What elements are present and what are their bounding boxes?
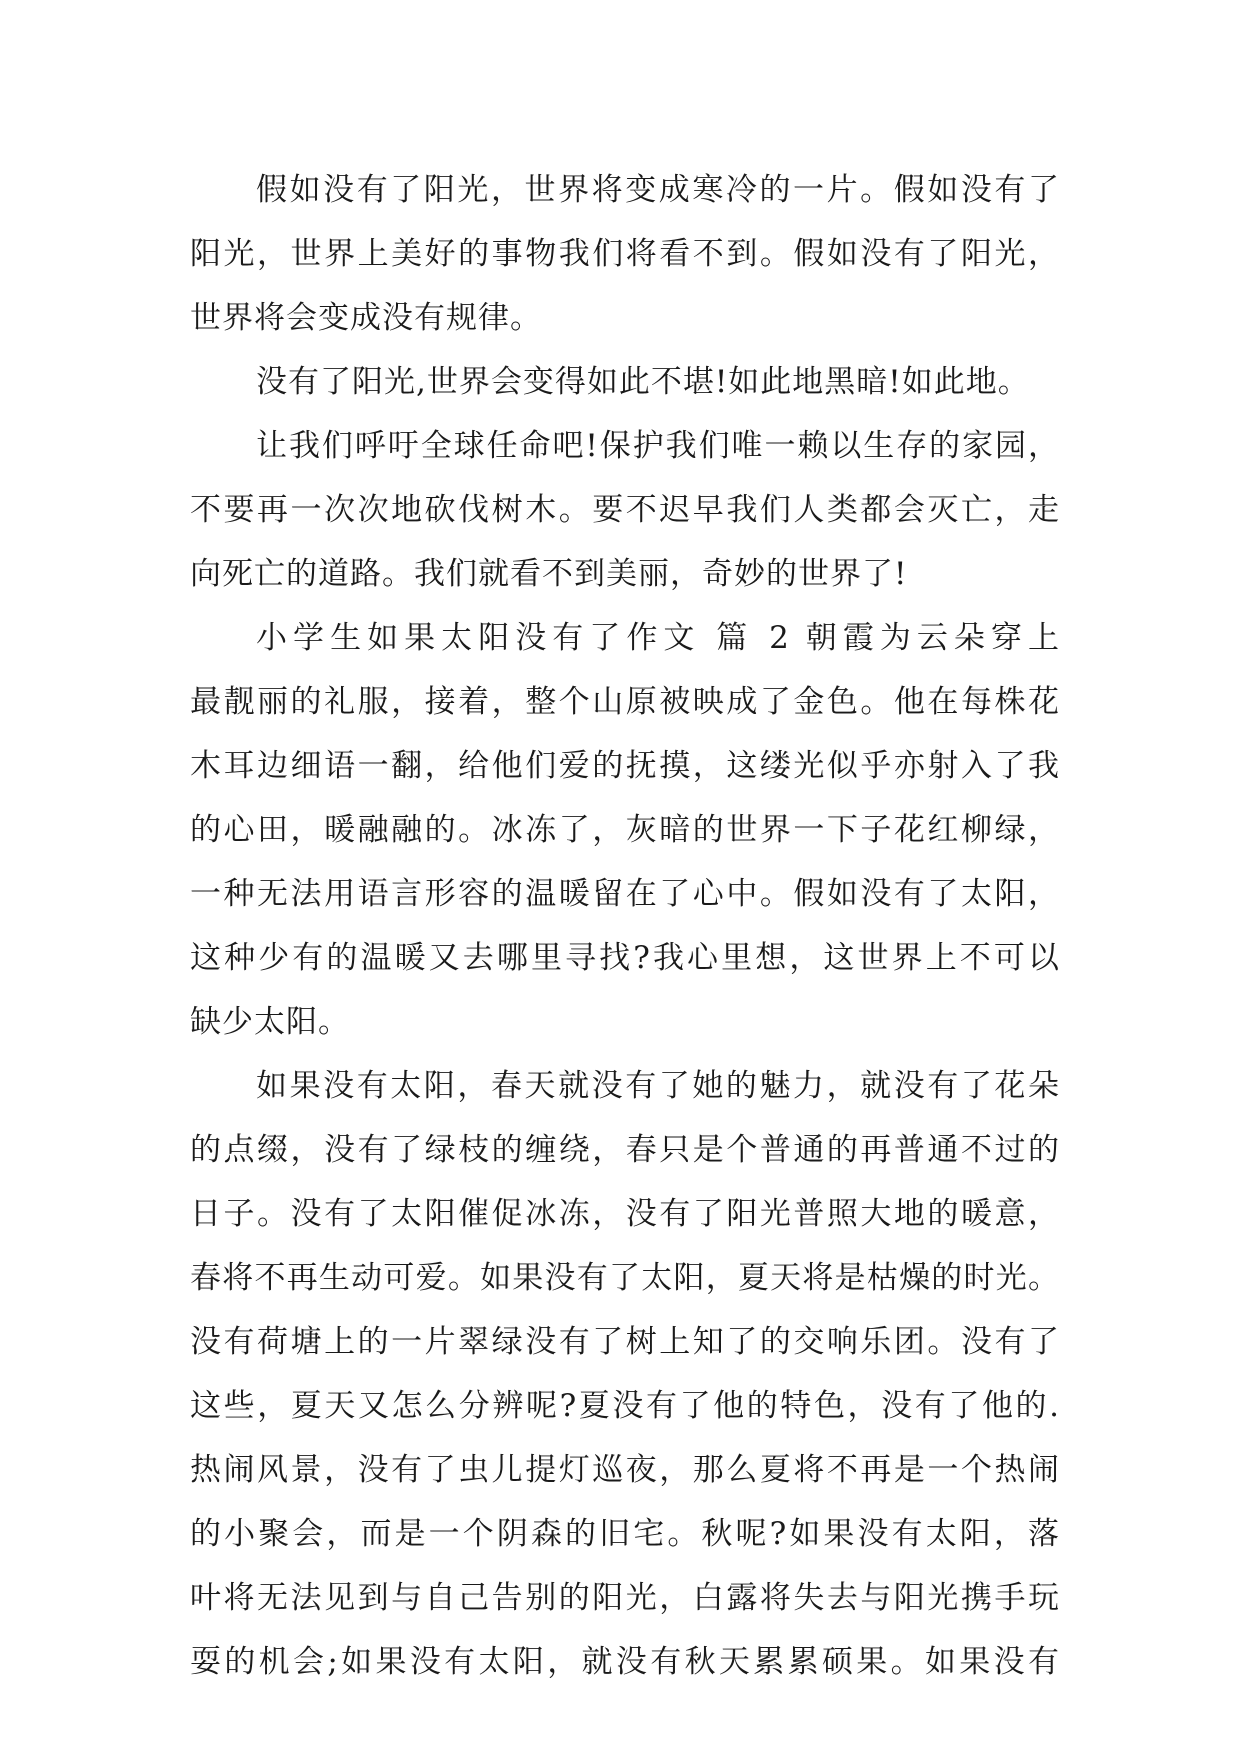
text-line: 这种少有的温暖又去哪里寻找?我心里想，这世界上不可以 [190,940,1060,976]
text-line: 没有了阳光,世界会变得如此不堪!如此地黑暗!如此地。 [256,364,1030,400]
text-line: 热闹风景，没有了虫儿提灯巡夜，那么夏将不再是一个热闹 [190,1452,1060,1488]
text-line: 最靓丽的礼服，接着，整个山原被映成了金色。他在每株花 [190,684,1060,720]
document-body [190,158,1060,1694]
text-line: 的小聚会，而是一个阴森的旧宅。秋呢?如果没有太阳，落 [190,1516,1060,1552]
text-line: 小学生如果太阳没有了作文 篇 2 朝霞为云朵穿上 [256,620,1060,656]
text-line: 的点缀，没有了绿枝的缠绕，春只是个普通的再普通不过的 [190,1132,1060,1168]
text-line: 一种无法用语言形容的温暖留在了心中。假如没有了太阳， [190,876,1060,912]
text-line: 木耳边细语一翻，给他们爱的抚摸，这缕光似乎亦射入了我 [190,748,1060,784]
text-line: 不要再一次次地砍伐树木。要不迟早我们人类都会灭亡，走 [190,492,1060,528]
text-line: 耍的机会;如果没有太阳，就没有秋天累累硕果。如果没有 [190,1644,1060,1680]
text-line: 让我们呼吁全球任命吧!保护我们唯一赖以生存的家园， [256,428,1060,464]
text-line: 如果没有太阳，春天就没有了她的魅力，就没有了花朵 [256,1068,1060,1104]
text-line: 这些，夏天又怎么分辨呢?夏没有了他的特色，没有了他的. [190,1388,1060,1424]
text-line: 叶将无法见到与自己告别的阳光，白露将失去与阳光携手玩 [190,1580,1060,1616]
text-line: 没有荷塘上的一片翠绿没有了树上知了的交响乐团。没有了 [190,1324,1060,1360]
text-line: 向死亡的道路。我们就看不到美丽，奇妙的世界了! [190,556,908,592]
text-line: 的心田，暖融融的。冰冻了，灰暗的世界一下子花红柳绿， [190,812,1060,848]
text-line: 阳光，世界上美好的事物我们将看不到。假如没有了阳光， [190,236,1060,272]
text-line: 春将不再生动可爱。如果没有了太阳，夏天将是枯燥的时光。 [190,1260,1060,1296]
text-line: 缺少太阳。 [190,1004,350,1040]
text-line: 日子。没有了太阳催促冰冻，没有了阳光普照大地的暖意， [190,1196,1060,1232]
text-line: 假如没有了阳光，世界将变成寒冷的一片。假如没有了 [256,172,1060,208]
text-line: 世界将会变成没有规律。 [190,300,542,336]
